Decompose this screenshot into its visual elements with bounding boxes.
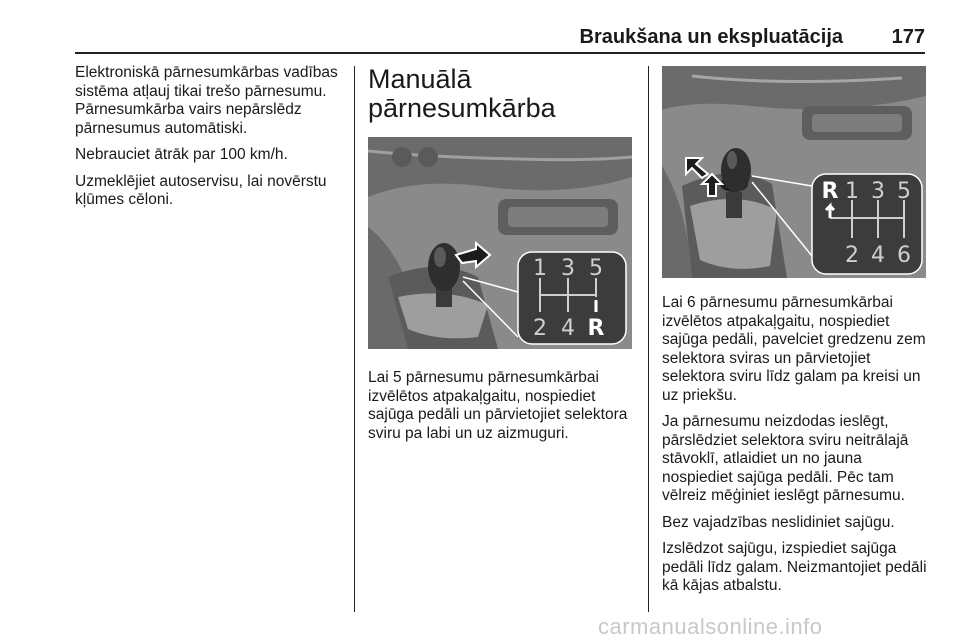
gear-shifter-6-speed-illustration xyxy=(662,66,926,278)
gear-label: 2 xyxy=(533,316,547,341)
paragraph: Uzmeklējiet autoservisu, lai novērstu kļūmes cēloni. xyxy=(75,172,327,208)
paragraph: Bez vajadzības neslidiniet sajūgu. xyxy=(662,513,895,531)
gear-label: 5 xyxy=(897,179,911,204)
section-title-line-1: Manuālā xyxy=(368,64,472,94)
gear-label: 1 xyxy=(845,179,859,204)
column-3 xyxy=(662,64,928,604)
paragraph: Lai 5 pārnesumu pārnesumkārbai izvēlētos atpakaļgaitu, nospiediet sajūga pedāli un pārvietojiet selektora sviru pa labi un uz aizmuguri. xyxy=(368,369,628,442)
header-divider xyxy=(75,52,925,54)
column-2 xyxy=(368,64,634,451)
gear-label: 4 xyxy=(871,243,885,268)
gear-label: 3 xyxy=(871,179,885,204)
gear-label: 2 xyxy=(845,243,859,268)
gear-label: 5 xyxy=(589,256,603,281)
paragraph: Lai 6 pārnesumu pārnesumkārbai izvēlētos atpakaļgaitu, nospiediet sajūga pedāli, pavelciet gredzenu zem selektora sviras un pārvietojiet selektora sviru līdz galam pa kreisi un uz priekšu. xyxy=(662,294,926,404)
gear-label: R xyxy=(587,316,605,341)
watermark: carmanualsonline.info xyxy=(598,614,823,639)
paragraph: Nebrauciet ātrāk par 100 km/h. xyxy=(75,146,288,163)
page-header xyxy=(75,26,925,54)
gear-label: 1 xyxy=(533,256,547,281)
section-title-line-2: pārnesumkārba xyxy=(368,93,556,123)
column-divider-2 xyxy=(648,66,649,612)
column-1 xyxy=(75,64,345,218)
section-title xyxy=(368,65,634,123)
gear-label: 6 xyxy=(897,243,911,268)
gear-shifter-5-speed-illustration xyxy=(368,137,632,349)
paragraph: Izslēdzot sajūgu, izspiediet sajūga pedāli līdz galam. Neizmantojiet pedāli kā kājas atbalstu. xyxy=(662,540,927,594)
paragraph: Elektroniskā pārnesumkārbas vadības sistēma atļauj tikai trešo pārnesumu. Pārnesumkārba vairs nepārslēdz pārnesumus automātiski. xyxy=(75,64,338,137)
gear-label: R xyxy=(821,179,839,204)
gear-label: 4 xyxy=(561,316,575,341)
column-divider-1 xyxy=(354,66,355,612)
paragraph: Ja pārnesumu neizdodas ieslēgt, pārslēdziet selektora sviru neitrālajā stāvoklī, atlaidiet un no jauna nospiediet sajūga pedāli. Pēc tam vēlreiz mēģiniet ieslēgt pārnesumu. xyxy=(662,413,909,504)
page-number: 177 xyxy=(891,26,925,48)
gear-label: 3 xyxy=(561,256,575,281)
header-title: Braukšana un ekspluatācija xyxy=(579,26,843,48)
